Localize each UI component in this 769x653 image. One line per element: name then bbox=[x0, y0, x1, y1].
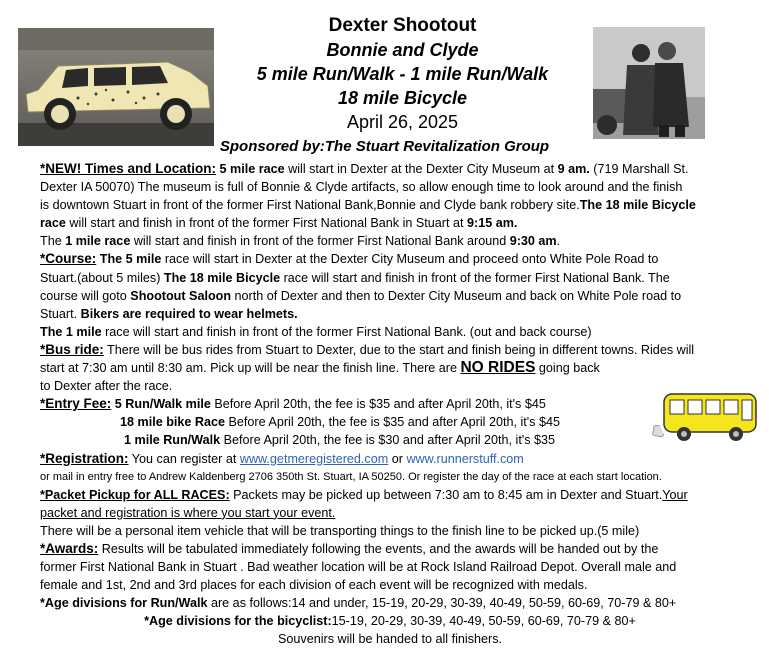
new-times-heading: *NEW! Times and Location: bbox=[40, 161, 217, 176]
text-span: 18 mile bike Race bbox=[120, 415, 226, 430]
text-span: will start in Dexter at the Dexter City Museum at bbox=[284, 162, 558, 176]
text-span: 1 mile race bbox=[65, 234, 131, 249]
text-span: The 1 mile bbox=[40, 324, 102, 339]
registration-line-1 bbox=[40, 450, 740, 468]
event-date: April 26, 2025 bbox=[346, 112, 459, 132]
flyer-subtitle: Bonnie and Clyde bbox=[326, 40, 479, 60]
flyer-title: Dexter Shootout bbox=[328, 15, 477, 36]
course-line-2 bbox=[40, 269, 740, 287]
entry-row-1 bbox=[40, 395, 740, 413]
registration-heading: *Registration: bbox=[40, 450, 129, 466]
course-heading: *Course: bbox=[40, 251, 97, 267]
text-span: going back bbox=[535, 361, 600, 376]
text-span: Your bbox=[662, 487, 688, 502]
text-span: The bbox=[40, 234, 66, 249]
text-span: 5 Run/Walk mile bbox=[111, 397, 211, 412]
packet-line-3: There will be a personal item vehicle that will be transporting things to the finish line to be picked up.(5 mile) bbox=[40, 523, 640, 538]
packet-line-1 bbox=[40, 486, 740, 504]
text-span: Bikers are required to wear helmets. bbox=[80, 306, 298, 321]
text-span: There will be bus rides from Stuart to Dexter, due to the start and finish being in different towns. Rides will bbox=[103, 342, 695, 357]
text-span: race will start in Dexter at the Dexter City Museum and proceed onto White Pole Road to bbox=[161, 252, 659, 267]
text-span: 1 mile Run/Walk bbox=[124, 433, 221, 448]
new-times-line-3 bbox=[40, 196, 740, 214]
text-span: Before April 20th, the fee is $30 and after April 20th, it's $35 bbox=[220, 433, 556, 448]
text-span: will start and finish in front of the former First National Bank around bbox=[130, 234, 510, 249]
text-span: The 18 mile Bicycle bbox=[579, 198, 696, 213]
bike-race: 18 mile Bicycle bbox=[337, 88, 468, 108]
getmeregistered-link[interactable]: www.getmeregistered.com bbox=[239, 451, 389, 466]
title-block bbox=[215, 14, 590, 134]
bonnie-clyde-photo bbox=[593, 27, 705, 139]
text-span: race will start and finish in front of the former First National Bank. (out and back course) bbox=[101, 324, 592, 339]
text-span: Stuart.(about 5 miles) bbox=[40, 270, 164, 285]
course-line-1 bbox=[40, 250, 740, 268]
course-line-4 bbox=[40, 305, 740, 323]
race-list: 5 mile Run/Walk - 1 mile Run/Walk bbox=[256, 64, 549, 84]
text-span: is downtown Stuart in front of the former First National Bank,Bonnie and Clyde bank robbery site. bbox=[40, 198, 580, 213]
text-span: Stuart. bbox=[40, 306, 81, 321]
bus-line-1 bbox=[40, 341, 740, 359]
text-span: 15-19, 20-29, 30-39, 40-49, 50-59, 60-69, 70-79 & 80+ bbox=[331, 614, 636, 629]
new-times-line-2: Dexter IA 50070) The museum is full of Bonnie & Clyde artifacts, so allow enough time to look around and the finish bbox=[40, 180, 683, 195]
bus-line-2 bbox=[40, 359, 740, 377]
run-divisions-line bbox=[40, 594, 740, 612]
text-span: Packets may be picked up between 7:30 am to 8:45 am in Dexter and Stuart. bbox=[229, 487, 663, 502]
text-span: will start and finish in front of the former First National Bank in Stuart at bbox=[65, 216, 467, 231]
text-span: 9:30 am bbox=[509, 234, 557, 249]
entry-heading: *Entry Fee: bbox=[40, 396, 112, 412]
text-span: The 5 mile bbox=[99, 252, 162, 267]
run-divisions-label: *Age divisions for Run/Walk bbox=[40, 596, 208, 611]
registration-line-2: or mail in entry free to Andrew Kaldenberg 2706 350th St. Stuart, IA 50250. Or register the day of the race at each start location. bbox=[40, 470, 662, 483]
awards-heading: *Awards: bbox=[40, 540, 99, 556]
entry-row-3 bbox=[40, 431, 740, 449]
sponsor-line: Sponsored by:The Stuart Revitalization Group bbox=[219, 138, 550, 155]
bike-divisions-label: *Age divisions for the bicyclist: bbox=[144, 614, 332, 629]
car-photo bbox=[18, 28, 214, 146]
course-line-3 bbox=[40, 287, 740, 305]
packet-heading: *Packet Pickup for ALL RACES: bbox=[40, 487, 230, 502]
text-span: race bbox=[40, 216, 66, 231]
text-span: Shootout Saloon bbox=[130, 288, 232, 303]
text-span: Before April 20th, the fee is $35 and after April 20th, it's $45 bbox=[210, 397, 546, 412]
text-span: 9:15 am. bbox=[467, 216, 518, 231]
new-times-line-5 bbox=[40, 232, 740, 250]
runnerstuff-link[interactable]: www.runnerstuff.com bbox=[406, 451, 524, 466]
souvenir-line: Souvenirs will be handed to all finishers. bbox=[277, 632, 502, 647]
text-span: Results will be tabulated immediately following the events, and the awards will be handed out by the bbox=[98, 541, 659, 556]
no-rides-label: NO RIDES bbox=[460, 359, 536, 377]
text-span: 5 mile race bbox=[219, 162, 285, 176]
course-line-5 bbox=[40, 323, 740, 341]
text-span: . bbox=[556, 234, 561, 249]
bike-divisions-line bbox=[40, 612, 740, 630]
entry-row-2 bbox=[40, 413, 740, 431]
text-span: (719 Marshall St. bbox=[589, 162, 689, 176]
new-times-line-4 bbox=[40, 214, 740, 232]
bus-line-3: to Dexter after the race. bbox=[40, 379, 173, 394]
new-times-line-1 bbox=[40, 160, 740, 178]
text-span: or bbox=[388, 451, 407, 466]
text-span: 9 am. bbox=[557, 162, 590, 176]
bus-heading: *Bus ride: bbox=[40, 341, 104, 357]
text-span: are as follows:14 and under, 15-19, 20-29, 30-39, 40-49, 50-59, 60-69, 70-79 & 80+ bbox=[207, 596, 677, 611]
flyer-body bbox=[40, 160, 740, 649]
packet-line-2: packet and registration is where you start your event. bbox=[40, 505, 336, 520]
text-span: north of Dexter and then to Dexter City Museum and back on White Pole road to bbox=[231, 288, 682, 303]
awards-line-3: female and 1st, 2nd and 3rd places for each division of each event will be recognized with medals. bbox=[40, 578, 588, 593]
text-span: course will goto bbox=[40, 288, 131, 303]
text-span: You can register at bbox=[128, 451, 240, 466]
text-span: The 18 mile Bicycle bbox=[163, 270, 281, 285]
text-span: start at 7:30 am until 8:30 am. Pick up will be near the finish line. There are bbox=[40, 361, 461, 376]
awards-line-1 bbox=[40, 540, 740, 558]
text-span: Before April 20th, the fee is $35 and after April 20th, it's $45 bbox=[225, 415, 560, 430]
awards-line-2: former First National Bank in Stuart . Bad weather location will be at Rock Island Railroad Depot. Overall male and bbox=[40, 560, 677, 575]
text-span: race will start and finish in front of the former First National Bank. The bbox=[280, 270, 670, 285]
